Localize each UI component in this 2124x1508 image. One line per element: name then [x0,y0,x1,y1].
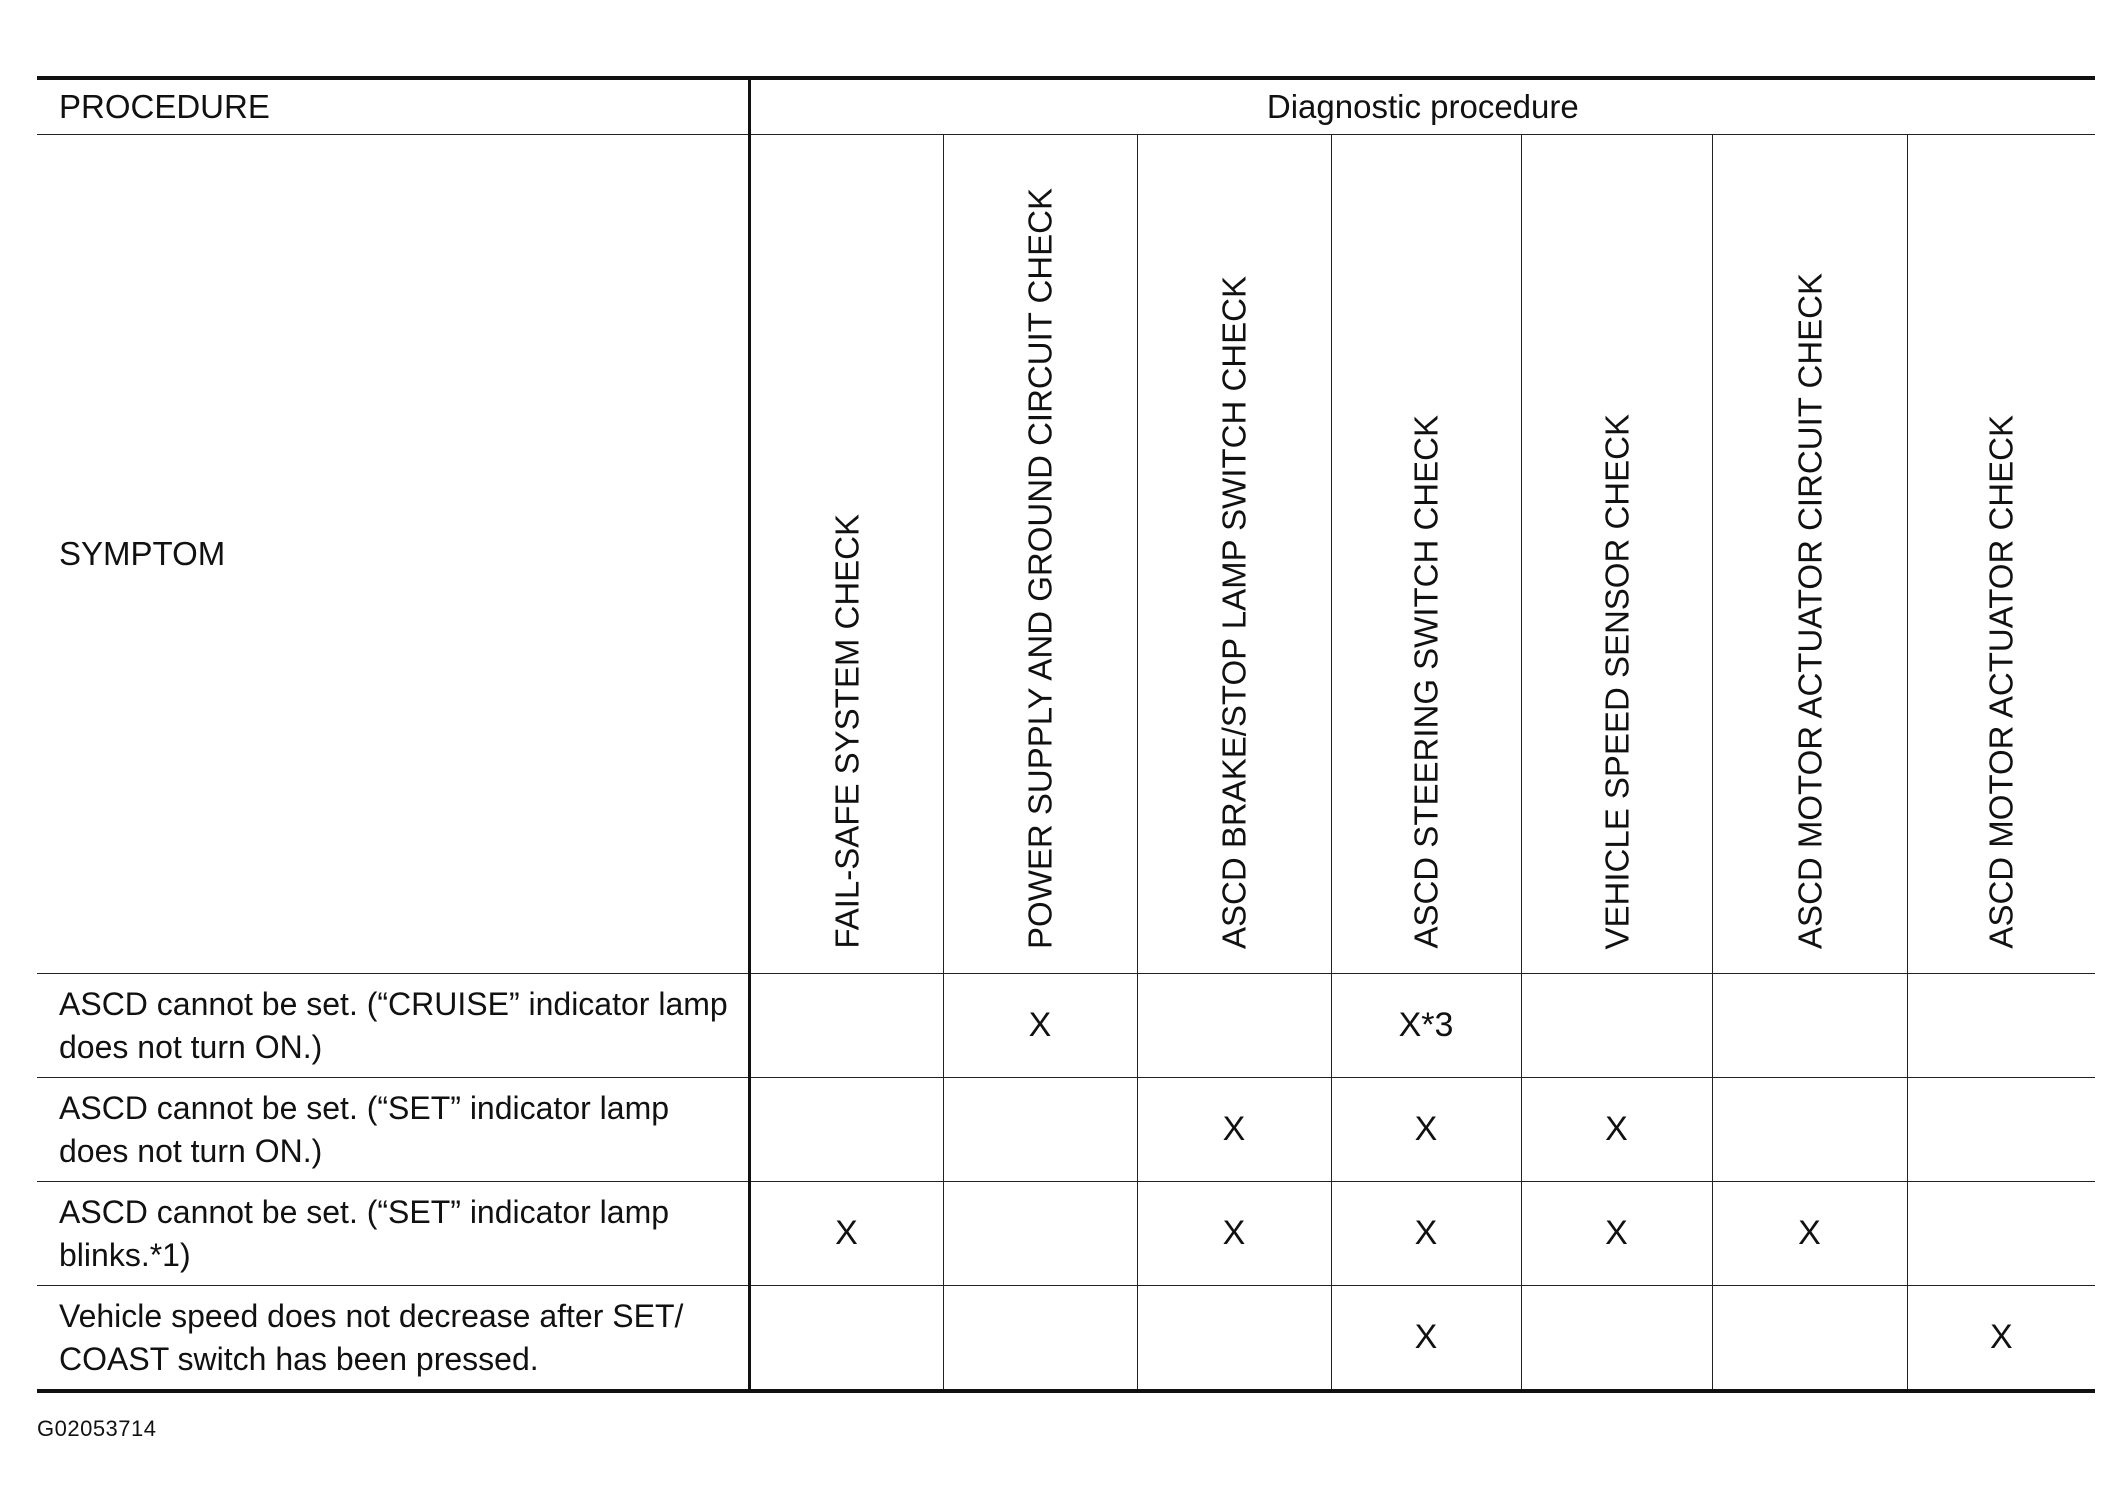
check-mark-cell: X [749,1182,943,1286]
check-mark-cell: X [1331,1286,1521,1392]
figure-reference-code: G02053714 [37,1416,157,1441]
symptom-cell: ASCD cannot be set. (“SET” indicator lamp does not turn ON.) [37,1078,749,1182]
procedure-label: PROCEDURE [37,78,749,135]
check-mark-cell [1712,1286,1907,1392]
procedure-name: VEHICLE SPEED SENSOR CHECK [1598,413,1635,949]
procedure-name: ASCD BRAKE/STOP LAMP SWITCH CHECK [1215,276,1253,949]
check-mark-cell [1712,974,1907,1078]
procedure-column-header [1331,135,1521,974]
check-mark-cell: X*3 [1331,974,1521,1078]
check-mark-cell: X [1331,1078,1521,1182]
procedure-column-header [749,135,943,974]
check-mark-cell [943,1182,1137,1286]
check-mark-cell: X [1137,1182,1331,1286]
procedure-name: ASCD MOTOR ACTUATOR CIRCUIT CHECK [1791,273,1828,949]
table-row [37,1078,2095,1182]
symptom-cell: ASCD cannot be set. (“CRUISE” indicator lamp does not turn ON.) [37,974,749,1078]
check-mark-cell [1137,1286,1331,1392]
procedure-name: ASCD MOTOR ACTUATOR CHECK [1982,415,2020,949]
check-mark-cell: X [1137,1078,1331,1182]
check-mark-cell [1907,1078,2095,1182]
diagnostic-procedure-header: Diagnostic procedure [749,78,2095,135]
symptom-cell: Vehicle speed does not decrease after SET/ COAST switch has been pressed. [37,1286,749,1392]
diagnostic-procedure-table [37,76,2095,1393]
check-mark-cell [1712,1078,1907,1182]
table-row [37,1286,2095,1392]
check-mark-cell [943,1078,1137,1182]
check-mark-cell [1907,974,2095,1078]
check-mark-cell: X [1712,1182,1907,1286]
check-mark-cell [1137,974,1331,1078]
table-row [37,974,2095,1078]
check-mark-cell [749,974,943,1078]
procedure-name: ASCD STEERING SWITCH CHECK [1407,415,1445,949]
check-mark-cell [1521,974,1712,1078]
check-mark-cell: X [943,974,1137,1078]
procedure-column-header [943,135,1137,974]
check-mark-cell [749,1078,943,1182]
procedure-name: POWER SUPPLY AND GROUND CIRCUIT CHECK [1021,188,1059,949]
procedure-column-header [1137,135,1331,974]
check-mark-cell [943,1286,1137,1392]
table-row [37,1182,2095,1286]
procedure-column-header [1521,135,1712,974]
symptom-label: SYMPTOM [37,135,749,974]
procedure-column-header [1907,135,2095,974]
check-mark-cell [749,1286,943,1392]
check-mark-cell [1907,1182,2095,1286]
check-mark-cell: X [1521,1078,1712,1182]
check-mark-cell: X [1521,1182,1712,1286]
procedure-name: FAIL-SAFE SYSTEM CHECK [828,514,865,949]
symptom-cell: ASCD cannot be set. (“SET” indicator lamp blinks.*1) [37,1182,749,1286]
check-mark-cell [1521,1286,1712,1392]
check-mark-cell: X [1331,1182,1521,1286]
check-mark-cell: X [1907,1286,2095,1392]
procedure-column-header [1712,135,1907,974]
